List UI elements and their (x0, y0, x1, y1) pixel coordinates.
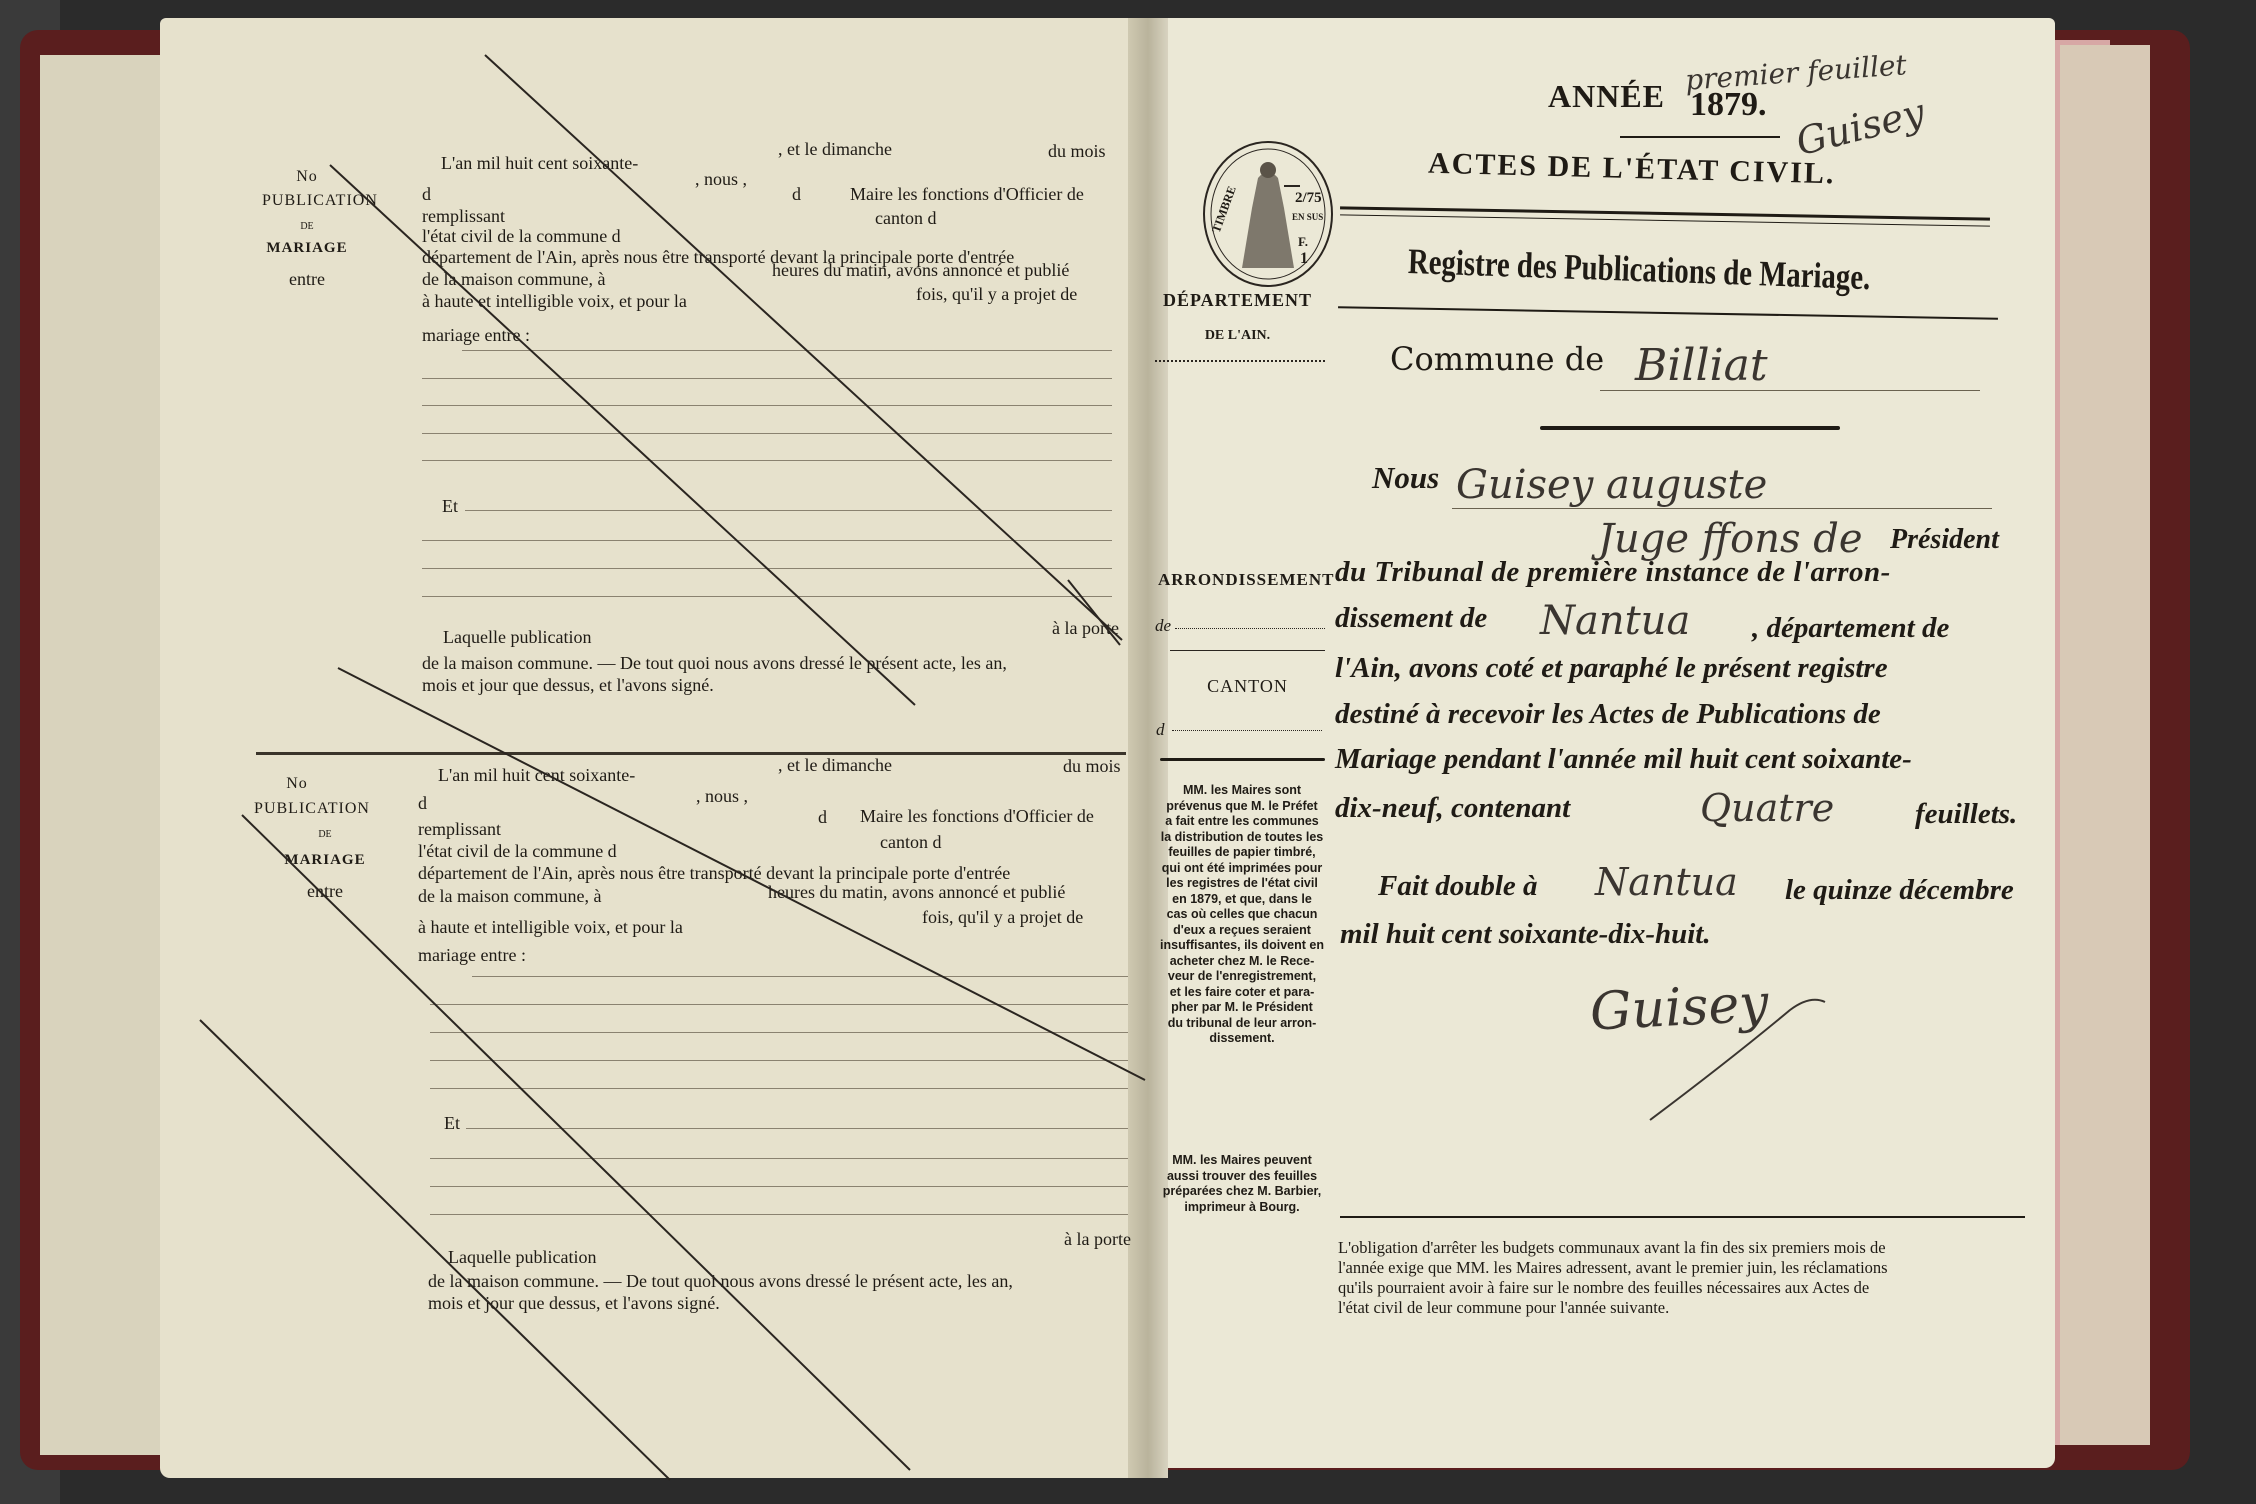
side-de: DE (318, 829, 332, 840)
paragraph-line-1: du Tribunal de première instance de l'arron- (1335, 556, 1891, 588)
line-et: Et (444, 1113, 460, 1133)
line-et: Et (442, 496, 458, 516)
arrondissement-label: ARRONDISSEMENT (1158, 570, 1335, 589)
top-signature: Guisey (1791, 89, 1929, 165)
side-de: DE (300, 221, 314, 232)
line-haute: à haute et intelligible voix, et pour la (422, 291, 687, 311)
note-line: d'eux a reçues seraient (1173, 922, 1311, 937)
nous-rule (1452, 508, 1992, 509)
footer-notice (1338, 1238, 2028, 1318)
paragraph-line-2a: dissement de (1335, 602, 1488, 634)
line-an: L'an mil huit cent soixante- (441, 153, 639, 173)
line-fois: fois, qu'il y a projet de (922, 907, 1084, 927)
margin-note-2 (1152, 1153, 1332, 1215)
ornament-rule (1160, 758, 1325, 761)
juge-handwriting: Juge ffons de (1598, 516, 1863, 562)
note-line: a fait entre les communes (1165, 814, 1319, 828)
cancel-stroke (1068, 580, 1120, 645)
line-mariage-entre: mariage entre : (418, 945, 526, 965)
paragraph-line-2b: , département de (1752, 612, 1950, 644)
cancel-stroke (338, 668, 1145, 1080)
stamp-f: F. (1298, 234, 1308, 249)
fait-handwriting: Nantua (1595, 860, 1738, 904)
commune-handwriting: Billiat (1635, 340, 1768, 391)
line-d: d (418, 793, 427, 813)
line-de-la-maison: de la maison commune. — De tout quoi nous avons dressé le présent acte, les an, (428, 1271, 1013, 1291)
side-entre: entre (289, 269, 325, 289)
note-line: acheter chez M. le Rece- (1169, 953, 1315, 968)
footer-line: qu'ils pourraient avoir à faire sur le nombre des feuilles nécessaires aux Actes de (1338, 1278, 1870, 1297)
fait-date: le quinze décembre (1785, 874, 2014, 906)
note-line: pher par M. le Président (1171, 1000, 1313, 1014)
fait-line-2: mil huit cent soixante-dix-huit. (1340, 918, 1711, 950)
footer-line: l'état civil de leur commune pour l'année suivante. (1338, 1298, 1670, 1317)
line-haute: à haute et intelligible voix, et pour la (418, 917, 683, 937)
note-line: insuffisantes, ils doivent en (1160, 938, 1324, 952)
canton-label: CANTON (1207, 676, 1288, 696)
note-line: aussi trouver des feuilles (1166, 1168, 1318, 1183)
signature-flourish (1640, 990, 1840, 1130)
line-an: L'an mil huit cent soixante- (438, 765, 636, 785)
line-mois-jour: mois et jour que dessus, et l'avons signé. (428, 1293, 720, 1313)
line-canton: canton d (880, 832, 942, 852)
paragraph-line-5: Mariage pendant l'année mil huit cent soixante- (1335, 743, 1912, 775)
cancel-stroke (200, 1020, 670, 1480)
timbre-stamp (1198, 138, 1338, 290)
line-canton: canton d (875, 208, 937, 228)
cancel-stroke (242, 815, 910, 1470)
note-line: qui ont été imprimées pour (1161, 860, 1323, 875)
line-maison: de la maison commune, à (418, 886, 602, 906)
annee-label: ANNÉE (1548, 78, 1666, 114)
line-heures: heures du matin, avons annoncé et publié (768, 882, 1066, 902)
note-line: MM. les Maires peuvent (1172, 1153, 1312, 1167)
line-a-la-porte: à la porte (1064, 1229, 1131, 1249)
note-line: MM. les Maires sont (1182, 783, 1302, 797)
annee-value: 1879. (1690, 86, 1767, 123)
stamp-en-sus: EN SUS (1292, 212, 1324, 222)
side-publication: PUBLICATION (262, 192, 378, 209)
line-laquelle: Laquelle publication (443, 627, 592, 647)
line-du-mois: du mois (1048, 141, 1106, 161)
line-a-la-porte: à la porte (1052, 618, 1119, 638)
footer-line: L'obligation d'arrêter les budgets communaux avant la fin des six premiers mois de (1338, 1238, 1886, 1257)
feuillets-handwriting: Quatre (1700, 786, 1835, 830)
line-du-mois: du mois (1063, 756, 1121, 776)
stamp-f-value: 1 (1300, 250, 1308, 267)
annee-handwriting: premier feuillet (1684, 48, 1908, 97)
arrondissement-handwriting: Nantua (1540, 598, 1691, 644)
paragraph-line-6a: dix-neuf, contenant (1335, 792, 1571, 824)
arrondissement-de: de (1155, 616, 1172, 635)
paragraph-line-6b: feuillets. (1915, 798, 2018, 830)
note-line: imprimeur à Bourg. (1184, 1199, 1300, 1214)
margin-note-1 (1152, 783, 1332, 1047)
nous-handwriting: Guisey auguste (1456, 462, 1768, 508)
line-d2: d (818, 807, 827, 827)
line-heures: heures du matin, avons annoncé et publié (772, 260, 1070, 280)
line-d2: d (792, 184, 801, 204)
note-line: en 1879, et que, dans le (1172, 891, 1312, 906)
president-label: Président (1890, 524, 1999, 555)
line-d: d (422, 184, 431, 204)
commune-rule (1600, 390, 1980, 391)
note-line: prévenus que M. le Préfet (1166, 798, 1318, 813)
line-mois-jour: mois et jour que dessus, et l'avons signé. (422, 675, 714, 695)
line-fois: fois, qu'il y a projet de (916, 284, 1078, 304)
side-publication: PUBLICATION (254, 800, 370, 817)
line-commune: l'état civil de la commune d (422, 226, 621, 246)
paragraph-line-4: destiné à recevoir les Actes de Publications de (1335, 698, 1881, 730)
annee-rule (1620, 136, 1780, 138)
departement-rule (1155, 360, 1325, 368)
line-remplissant: remplissant (422, 206, 505, 226)
line-remplissant: remplissant (418, 819, 501, 839)
cancel-stroke (330, 165, 915, 705)
fait-double-label: Fait double à (1378, 870, 1538, 902)
cancel-stroke (485, 55, 1122, 640)
side-mariage: MARIAGE (266, 240, 348, 256)
note-line: préparées chez M. Barbier, (1162, 1184, 1322, 1198)
side-no: No (296, 168, 318, 185)
signature: Guisey (1588, 973, 1770, 1043)
note-line: et les faire coter et para- (1169, 984, 1315, 999)
line-laquelle: Laquelle publication (448, 1247, 597, 1267)
line-commune: l'état civil de la commune d (418, 841, 617, 861)
side-entre: entre (307, 881, 343, 901)
note-line: du tribunal de leur arron- (1167, 1015, 1317, 1030)
line-nous: , nous , (695, 169, 748, 189)
note-line: dissement. (1209, 1031, 1275, 1045)
line-maire: Maire les fonctions d'Officier de (850, 184, 1084, 204)
commune-label: Commune de (1390, 340, 1605, 378)
registre-title: Registre des Publications de Mariage. (1407, 241, 1872, 298)
actes-title: ACTES DE L'ÉTAT CIVIL. (1427, 146, 1836, 191)
line-maire: Maire les fonctions d'Officier de (860, 806, 1094, 826)
canton-d: d (1156, 720, 1165, 739)
line-departement: département de l'Ain, après nous être transporté devant la principale porte d'entrée (418, 863, 1011, 883)
line-departement: département de l'Ain, après nous être transporté devant la principale porte d'entrée (422, 247, 1015, 267)
note-line: veur de l'enregistrement, (1167, 969, 1317, 983)
stamp-price: 2/75 (1295, 190, 1322, 206)
margin-separator (1170, 650, 1325, 651)
line-de-la-maison: de la maison commune. — De tout quoi nous avons dressé le présent acte, les an, (422, 653, 1007, 673)
line-dimanche: , et le dimanche (778, 755, 892, 775)
arrondissement-rule (1175, 628, 1325, 629)
note-line: feuilles de papier timbré, (1168, 845, 1316, 859)
line-nous: , nous , (696, 786, 749, 806)
nous-label: Nous (1372, 460, 1440, 495)
footer-line: l'année exige que MM. les Maires adressent, avant le premier juin, les réclamations (1338, 1258, 1888, 1277)
footer-rule (1340, 1216, 2025, 1218)
de-l-ain-label: DE L'AIN. (1204, 328, 1271, 343)
note-line: les registres de l'état civil (1166, 876, 1318, 890)
line-maison: de la maison commune, à (422, 269, 606, 289)
note-line: la distribution de toutes les (1160, 829, 1324, 844)
departement-label: DÉPARTEMENT (1162, 290, 1313, 310)
ornament-rule (1540, 426, 1840, 430)
side-mariage: MARIAGE (284, 852, 366, 868)
paragraph-line-3: l'Ain, avons coté et paraphé le présent registre (1335, 652, 1888, 684)
note-line: cas où celles que chacun (1166, 907, 1318, 921)
line-dimanche: , et le dimanche (778, 139, 892, 159)
canton-rule (1172, 730, 1322, 731)
stamp-timbre: TIMBRE (1208, 184, 1239, 235)
line-mariage-entre: mariage entre : (422, 325, 530, 345)
side-no: No (286, 775, 308, 792)
